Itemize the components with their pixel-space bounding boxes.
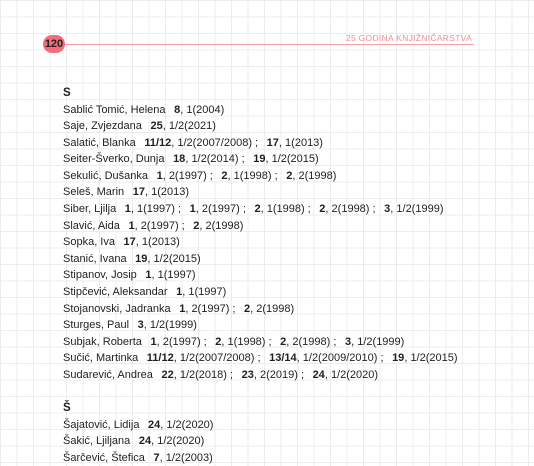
issue-year: 2(2019) — [260, 369, 298, 381]
volume-number: 7 — [153, 452, 159, 464]
issue-year: 1(2013) — [285, 137, 323, 149]
volume-number: 1 — [125, 203, 131, 215]
section-letter: Š — [63, 400, 213, 417]
issue-year: 2(1998) — [332, 203, 370, 215]
author-name: Sučić, Martinka — [63, 352, 138, 364]
volume-number: 2 — [193, 220, 199, 232]
volume-number: 2 — [319, 203, 325, 215]
header-rule — [65, 44, 474, 45]
volume-number: 1 — [176, 286, 182, 298]
index-entry: Šakić, Ljiljana 24, 1/2(2020) — [63, 433, 213, 450]
index-section-sh — [63, 400, 213, 466]
index-entry: Šajatović, Lidija 24, 1/2(2020) — [63, 417, 213, 434]
issue-year: 2(1998) — [292, 336, 330, 348]
issue-year: 2(1998) — [206, 220, 244, 232]
issue-year: 1/2(2015) — [410, 352, 457, 364]
author-name: Subjak, Roberta — [63, 336, 142, 348]
issue-year: 1(2013) — [142, 236, 180, 248]
author-name: Seleš, Marin — [63, 186, 124, 198]
issue-year: 1(2013) — [151, 186, 189, 198]
author-name: Sudarević, Andrea — [63, 369, 153, 381]
issue-year: 1(1998) — [234, 170, 272, 182]
index-entry: Stipčević, Aleksandar 1, 1(1997) — [63, 284, 458, 301]
volume-number: 2 — [286, 170, 292, 182]
volume-number: 17 — [124, 236, 136, 248]
index-entry: Sturges, Paul 3, 1/2(1999) — [63, 317, 458, 334]
volume-number: 19 — [135, 253, 147, 265]
volume-number: 11/12 — [147, 352, 174, 364]
issue-year: 1/2(1999) — [357, 336, 404, 348]
issue-year: 2(1998) — [299, 170, 337, 182]
issue-year: 2(1998) — [256, 303, 294, 315]
index-entry: Siber, Ljilja 1, 1(1997) ; 1, 2(1997) ; 2, 1(1998) ; 2, 2(1998) ; 3, 1/2(1999) — [63, 201, 458, 218]
index-entry: Saje, Zvjezdana 25, 1/2(2021) — [63, 118, 458, 135]
author-name: Šajatović, Lidija — [63, 419, 139, 431]
index-entry: Šarčević, Štefica 7, 1/2(2003) — [63, 450, 213, 466]
author-name: Šarčević, Štefica — [63, 452, 145, 464]
volume-number: 2 — [244, 303, 250, 315]
volume-number: 13/14 — [269, 352, 297, 364]
issue-year: 1(2004) — [186, 104, 224, 116]
author-name: Šakić, Ljiljana — [63, 435, 130, 447]
issue-year: 2(1997) — [141, 220, 179, 232]
index-entry: Stipanov, Josip 1, 1(1997) — [63, 267, 458, 284]
index-entry: Seleš, Marin 17, 1(2013) — [63, 184, 458, 201]
issue-year: 1/2(2015) — [272, 153, 319, 165]
volume-number: 19 — [253, 153, 265, 165]
issue-year: 1(1997) — [158, 269, 196, 281]
entry-list — [63, 102, 458, 384]
issue-year: 1/2(2015) — [154, 253, 201, 265]
volume-number: 22 — [161, 369, 173, 381]
index-entry: Sučić, Martinka 11/12, 1/2(2007/2008) ; 13/14, 1/2(2009/2010) ; 19, 1/2(2015) — [63, 350, 458, 367]
volume-number: 19 — [392, 352, 404, 364]
volume-number: 17 — [133, 186, 145, 198]
issue-year: 1(1998) — [228, 336, 266, 348]
index-entry: Stojanovski, Jadranka 1, 2(1997) ; 2, 2(1998) — [63, 301, 458, 318]
volume-number: 2 — [215, 336, 221, 348]
issue-year: 1(1998) — [267, 203, 305, 215]
issue-year: 1(1997) — [188, 286, 226, 298]
index-entry: Sekulić, Dušanka 1, 2(1997) ; 2, 1(1998) ; 2, 2(1998) — [63, 168, 458, 185]
page-number: 120 — [43, 35, 65, 53]
issue-year: 1(1997) — [137, 203, 175, 215]
volume-number: 3 — [384, 203, 390, 215]
issue-year: 2(1997) — [191, 303, 229, 315]
volume-number: 1 — [150, 336, 156, 348]
volume-number: 1 — [179, 303, 185, 315]
author-name: Salatić, Blanka — [63, 137, 136, 149]
issue-year: 1/2(2007/2008) — [177, 137, 252, 149]
entry-list — [63, 417, 213, 466]
author-name: Siber, Ljilja — [63, 203, 116, 215]
author-name: Slavić, Aida — [63, 220, 120, 232]
issue-year: 1/2(2020) — [331, 369, 378, 381]
volume-number: 1 — [190, 203, 196, 215]
author-name: Sopka, Iva — [63, 236, 115, 248]
index-entry: Sablić Tomić, Helena 8, 1(2004) — [63, 102, 458, 119]
volume-number: 2 — [221, 170, 227, 182]
index-section-s — [63, 85, 458, 384]
author-name: Sturges, Paul — [63, 319, 129, 331]
author-name: Seiter-Šverko, Dunja — [63, 153, 165, 165]
issue-year: 1/2(2007/2008) — [180, 352, 255, 364]
issue-year: 1/2(2018) — [180, 369, 227, 381]
issue-year: 1/2(1999) — [150, 319, 197, 331]
volume-number: 11/12 — [144, 137, 171, 149]
volume-number: 2 — [280, 336, 286, 348]
index-entry: Seiter-Šverko, Dunja 18, 1/2(2014) ; 19, 1/2(2015) — [63, 151, 458, 168]
issue-year: 1/2(2014) — [191, 153, 238, 165]
author-name: Stipčević, Aleksandar — [63, 286, 168, 298]
index-entry: Salatić, Blanka 11/12, 1/2(2007/2008) ; 17, 1(2013) — [63, 135, 458, 152]
author-name: Sekulić, Dušanka — [63, 170, 148, 182]
issue-year: 1/2(1999) — [396, 203, 443, 215]
issue-year: 2(1997) — [163, 336, 201, 348]
section-letter: S — [63, 85, 458, 102]
volume-number: 18 — [173, 153, 185, 165]
volume-number: 24 — [139, 435, 151, 447]
issue-year: 2(1997) — [202, 203, 240, 215]
volume-number: 2 — [254, 203, 260, 215]
volume-number: 24 — [148, 419, 160, 431]
issue-year: 1/2(2003) — [166, 452, 213, 464]
volume-number: 24 — [313, 369, 325, 381]
index-entry: Stanić, Ivana 19, 1/2(2015) — [63, 251, 458, 268]
index-entry: Sudarević, Andrea 22, 1/2(2018) ; 23, 2(2019) ; 24, 1/2(2020) — [63, 367, 458, 384]
issue-year: 1/2(2020) — [157, 435, 204, 447]
author-name: Stanić, Ivana — [63, 253, 127, 265]
author-name: Sablić Tomić, Helena — [63, 104, 166, 116]
volume-number: 3 — [138, 319, 144, 331]
volume-number: 8 — [174, 104, 180, 116]
running-header-title: 25 GODINA KNJIŽNIČARSTVA — [346, 33, 472, 43]
issue-year: 1/2(2021) — [169, 120, 216, 132]
volume-number: 3 — [345, 336, 351, 348]
volume-number: 1 — [157, 170, 163, 182]
index-entry: Slavić, Aida 1, 2(1997) ; 2, 2(1998) — [63, 218, 458, 235]
author-name: Stipanov, Josip — [63, 269, 137, 281]
issue-year: 1/2(2020) — [166, 419, 213, 431]
index-entry: Sopka, Iva 17, 1(2013) — [63, 234, 458, 251]
author-name: Stojanovski, Jadranka — [63, 303, 171, 315]
author-name: Saje, Zvjezdana — [63, 120, 142, 132]
volume-number: 23 — [242, 369, 254, 381]
volume-number: 1 — [128, 220, 134, 232]
issue-year: 2(1997) — [169, 170, 207, 182]
volume-number: 17 — [267, 137, 279, 149]
issue-year: 1/2(2009/2010) — [303, 352, 378, 364]
volume-number: 1 — [145, 269, 151, 281]
volume-number: 25 — [150, 120, 162, 132]
index-entry: Subjak, Roberta 1, 2(1997) ; 2, 1(1998) ; 2, 2(1998) ; 3, 1/2(1999) — [63, 334, 458, 351]
